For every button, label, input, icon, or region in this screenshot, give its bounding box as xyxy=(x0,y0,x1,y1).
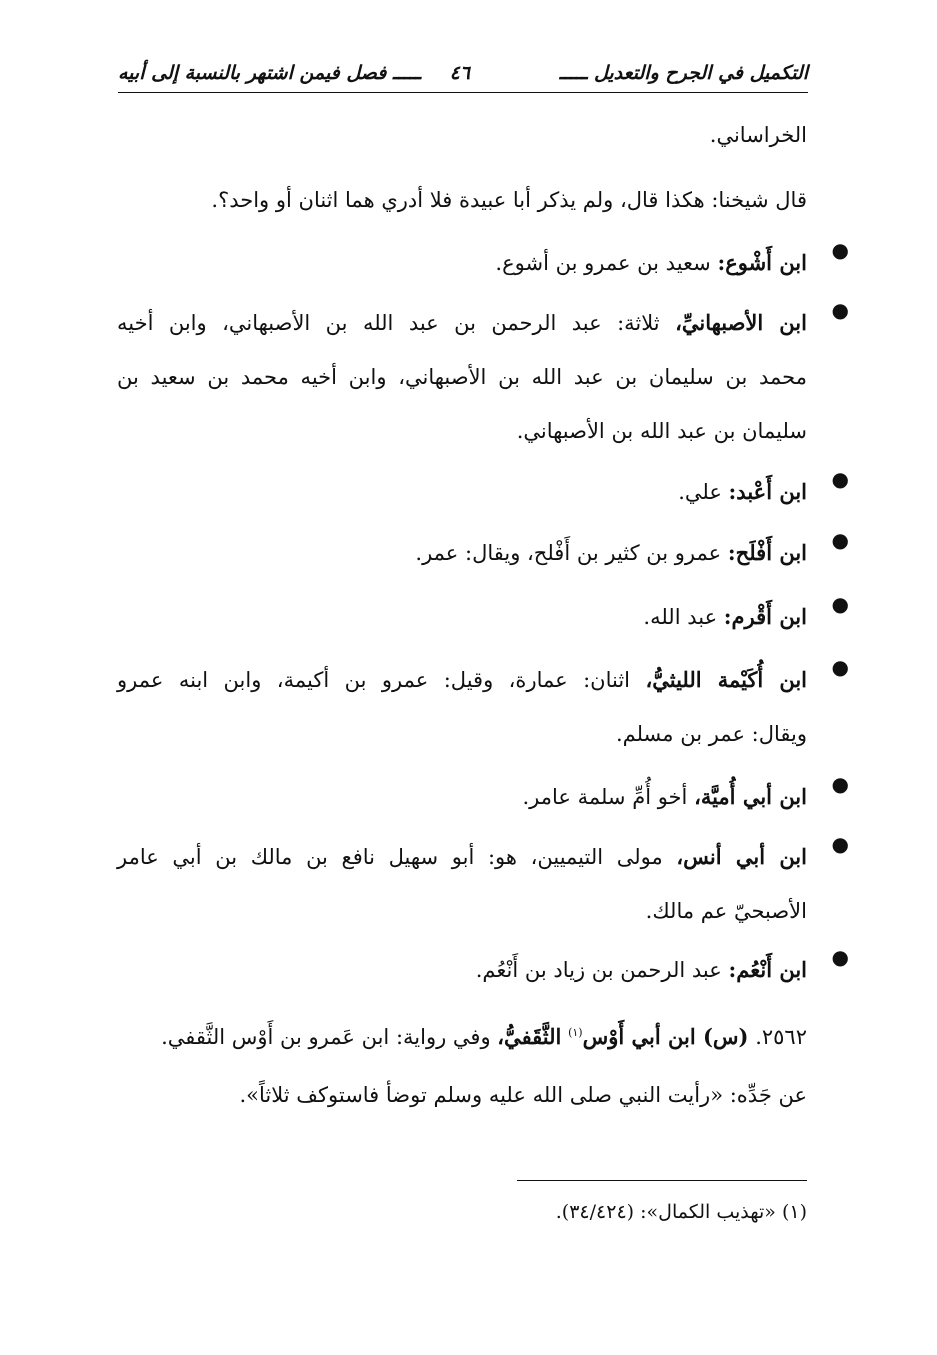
entry-head: ابن أَفْلَح: xyxy=(727,540,807,565)
running-head-book-title: التكميل في الجرح والتعديل ـــــ xyxy=(559,62,808,84)
entry-line xyxy=(495,238,807,288)
bullet-icon: ● xyxy=(831,238,849,262)
entry-head: (س) ابن أبي أَوْس xyxy=(582,1024,749,1049)
entry-head: ابن أَنْعُم: xyxy=(728,957,807,982)
entry-text: عمرو بن كثير بن أَفْلح، ويقال: عمر. xyxy=(415,541,722,565)
entry-line: عن جَدِّه: «رأيت النبي صلى الله عليه وسلم توضأ فاستوكف ثلاثاً». xyxy=(239,1083,807,1107)
entry-head: ابن أَعْبد: xyxy=(728,479,807,504)
entry-line xyxy=(678,467,807,517)
entry-text: عبد الرحمن بن زياد بن أَنْعُم. xyxy=(475,958,722,982)
entry-text: مولى التيميين، هو: أبو سهيل نافع بن مالك بن أبي عامر xyxy=(117,845,663,869)
entry-line xyxy=(161,1008,807,1058)
entry-head: ابن أبي أُميَّة، xyxy=(694,784,807,809)
entry-head: ابن أَقْرم: xyxy=(723,604,807,629)
bullet-icon: ● xyxy=(831,832,849,856)
bullet-icon: ● xyxy=(831,467,849,491)
entry-line xyxy=(117,832,807,882)
note-line: قال شيخنا: هكذا قال، ولم يذكر أبا عبيدة فلا أدري هما اثنان أو واحد؟. xyxy=(211,188,807,212)
footnote-ref: (١) xyxy=(568,1026,583,1039)
entry-text: وفي رواية: ابن عَمرو بن أَوْس الثَّقفي. xyxy=(161,1025,491,1049)
entry-text: اثنان: عمارة، وقيل: عمرو بن أكيمة، وابن ابنه عمرو xyxy=(117,668,631,692)
entry-text: عبد الله. xyxy=(643,605,718,629)
bullet-icon: ● xyxy=(831,298,849,322)
entry-text: ثلاثة: عبد الرحمن بن عبد الله بن الأصبهاني، وابن أخيه xyxy=(117,311,660,335)
footnote-divider xyxy=(517,1180,807,1181)
entry-line xyxy=(522,772,807,822)
entry-line xyxy=(117,655,807,705)
entry-head-suffix: الثَّقَفيُّ، xyxy=(497,1024,562,1049)
bullet-icon: ● xyxy=(831,655,849,679)
bullet-icon: ● xyxy=(831,528,849,552)
entry-line xyxy=(643,592,807,642)
entry-head: ابن أبي أنس، xyxy=(676,844,807,869)
continuation-line: الخراساني. xyxy=(709,123,807,147)
entry-line: ويقال: عمر بن مسلم. xyxy=(615,722,807,746)
entry-line: الأصبحيّ عم مالك. xyxy=(645,899,807,923)
entry-line: محمد بن سليمان بن عبد الله بن الأصبهاني، وابن أخيه محمد بن سعيد بن xyxy=(117,365,807,389)
running-head xyxy=(118,58,808,93)
entry-head: ابن أُكَيْمة الليثيُّ، xyxy=(645,667,808,692)
entry-line xyxy=(476,945,807,995)
page-number: ٤٦ xyxy=(449,62,470,84)
entry-line xyxy=(117,298,807,348)
entry-head: ابن الأصبهانيِّ، xyxy=(675,310,807,335)
entry-text: علي. xyxy=(678,480,722,504)
entry-text: أخو أُمِّ سلمة عامر. xyxy=(522,785,688,809)
entry-line: سليمان بن عبد الله بن الأصبهاني. xyxy=(516,419,807,443)
entry-number: ٢٥٦٢. xyxy=(755,1025,807,1049)
entry-head: ابن أَشْوع: xyxy=(717,250,807,275)
bullet-icon: ● xyxy=(831,772,849,796)
running-head-section-title: ـــــ فصل فيمن اشتهر بالنسبة إلى أبيه xyxy=(118,62,421,84)
footnote: (١) «تهذيب الكمال»: (٣٤/٤٢٤). xyxy=(555,1201,807,1223)
bullet-icon: ● xyxy=(831,592,849,616)
entry-line xyxy=(415,528,807,578)
bullet-icon: ● xyxy=(831,945,849,969)
entry-text: سعيد بن عمرو بن أشوع. xyxy=(495,251,711,275)
